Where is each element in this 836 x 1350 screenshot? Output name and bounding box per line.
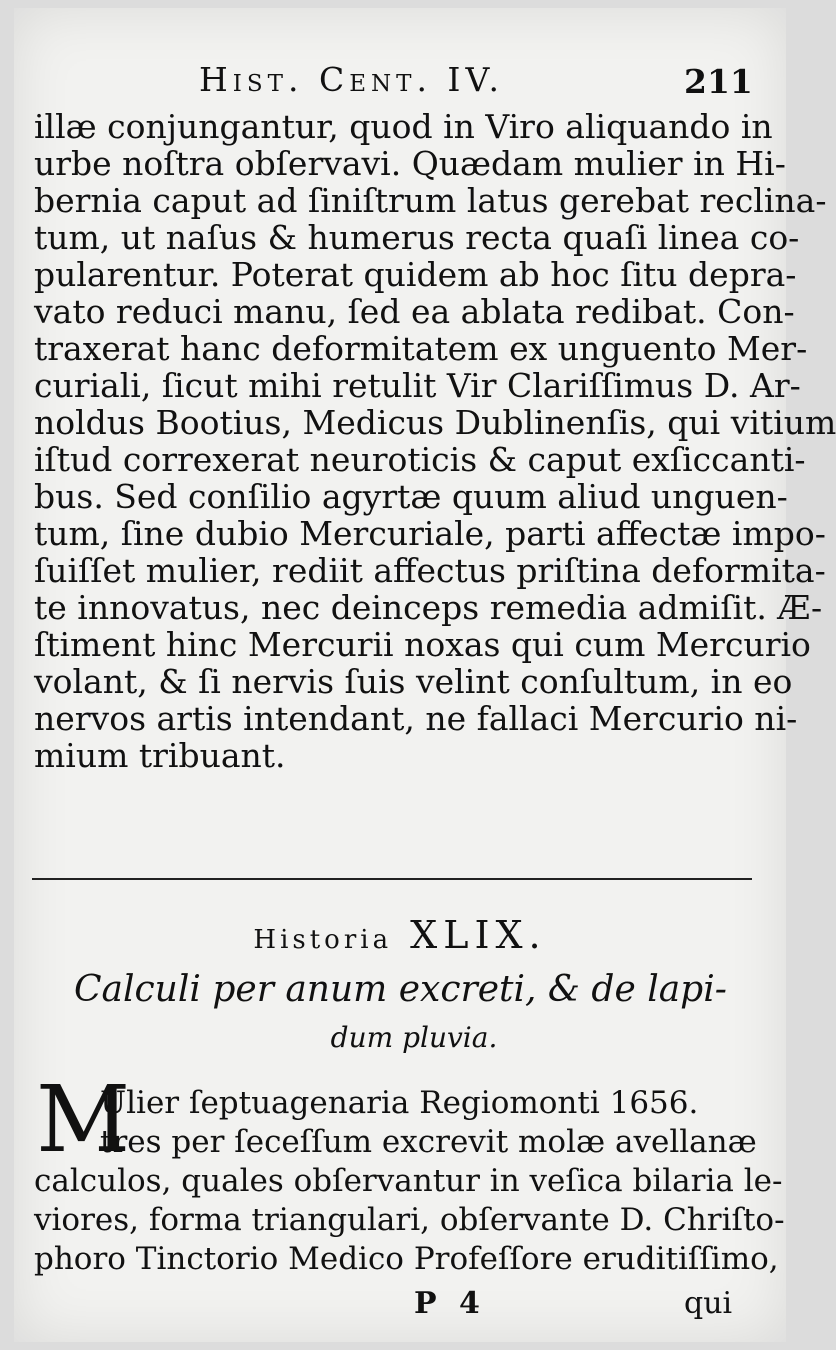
text-line: vato reduci manu, ſed ea ablata redibat. Con- [34,292,795,331]
text-line: curiali, ſicut mihi retulit Vir Clariſſimus D. Ar- [34,366,801,405]
text-line: iſtud correxerat neuroticis & caput exſiccanti- [34,440,806,479]
text-line: tres per ſeceſſum excrevit molæ avellanæ [100,1124,757,1160]
text-line: viores, forma triangulari, obſervante D. Chriſto- [34,1202,785,1238]
text-line: urbe noſtra obſervavi. Quædam mulier in Hi- [34,144,786,183]
running-title: Hist. Cent. IV. [199,60,505,99]
running-head [14,60,786,102]
page-number: 211 [684,62,753,101]
section-heading-numeral: XLIX. [410,913,547,957]
catchword: qui [684,1286,733,1321]
section-heading [14,913,786,957]
section-divider [32,878,752,880]
text-line: mium tribuant. [34,736,286,775]
page-footer [14,1286,786,1326]
signature-mark: P 4 [414,1286,486,1321]
text-line: noldus Bootius, Medicus Dublinenſis, qui vitium [34,403,836,442]
text-line: Ulier ſeptuagenaria Regiomonti 1656. [100,1085,699,1121]
text-line: phoro Tinctorio Medico Profeſſore eruditiſſimo, [34,1241,779,1277]
text-line: volant, & ſi nervis ſuis velint conſultum, in eo [34,662,793,701]
section-title-line: dum pluvia. [330,1021,498,1054]
section-heading-word: Historia [253,925,393,955]
text-line: calculos, quales obſervantur in veſica bilaria le- [34,1163,783,1199]
paragraph-2 [34,1084,785,1279]
section-title [74,970,754,1058]
text-line: illæ conjungantur, quod in Viro aliquando in [34,107,773,146]
drop-cap: M [36,1066,131,1173]
text-line: bus. Sed conſilio agyrtæ quum aliud unguen- [34,477,788,516]
book-page [14,8,836,1342]
text-line: pularentur. Poterat quidem ab hoc ſitu depra- [34,255,797,294]
text-line: tum, ſine dubio Mercuriale, parti affectæ impo- [34,514,826,553]
text-line: ſtiment hinc Mercurii noxas qui cum Mercurio [34,625,811,664]
text-line: bernia caput ad ſiniſtrum latus gerebat reclina- [34,181,827,220]
text-line: ſuiſſet mulier, rediit affectus priſtina deformita- [34,551,826,590]
text-line: traxerat hanc deformitatem ex unguento Mer- [34,329,808,368]
text-line: nervos artis intendant, ne fallaci Mercurio ni- [34,699,798,738]
section-title-line: Calculi per anum excreti, & de lapi- [74,969,727,1010]
paragraph-1 [34,107,836,775]
text-line: te innovatus, nec deinceps remedia admiſit. Æ- [34,588,823,627]
text-line: tum, ut naſus & humerus recta quaſi linea co- [34,218,800,257]
